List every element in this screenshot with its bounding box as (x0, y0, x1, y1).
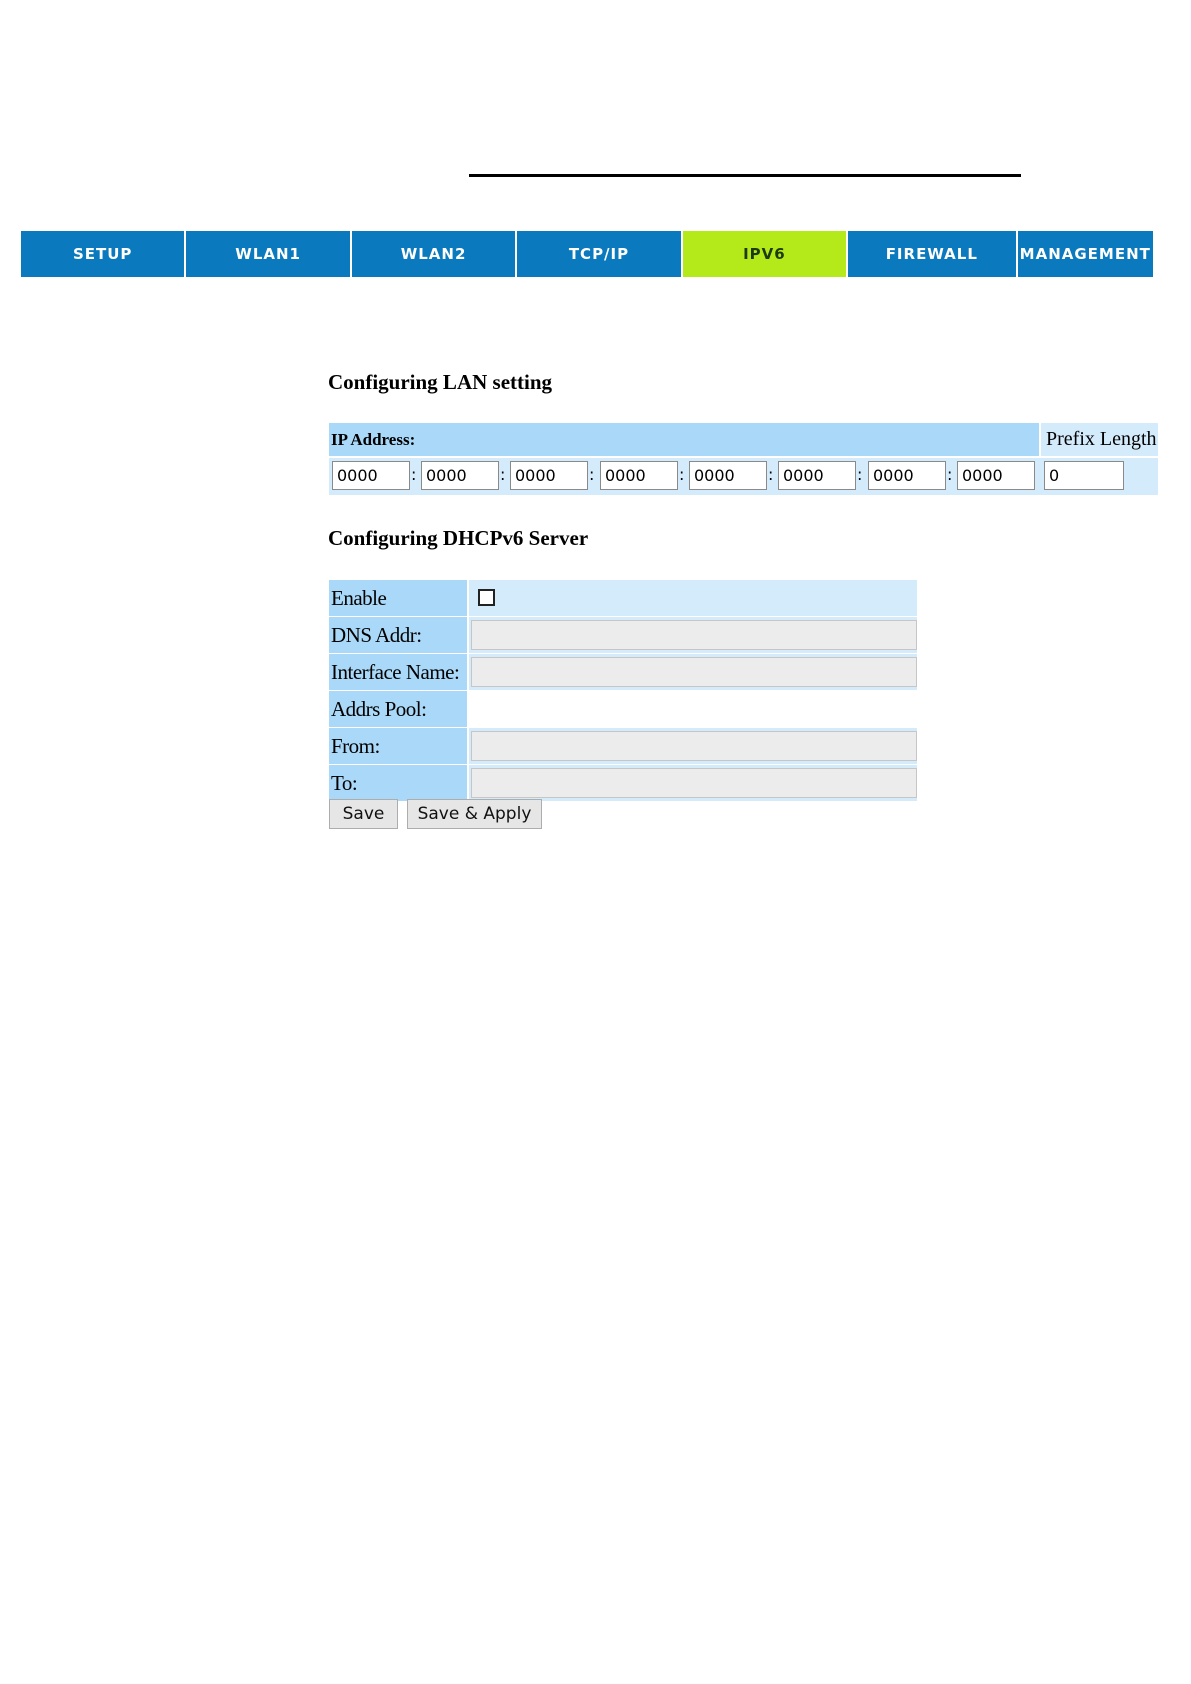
tab-wlan1[interactable]: WLAN1 (186, 231, 349, 277)
ip-address-label: IP Address: (331, 429, 416, 449)
to-row (329, 765, 917, 801)
to-label: To: (329, 765, 467, 801)
ip-segment-3[interactable] (510, 461, 588, 490)
ip-segment-6[interactable] (778, 461, 856, 490)
ip-separator: : (679, 465, 685, 484)
ip-address-table (329, 423, 1158, 495)
enable-cell (469, 580, 917, 616)
dns-addr-label: DNS Addr: (329, 617, 467, 653)
ip-header-row (329, 423, 1158, 456)
ip-segment-1[interactable] (332, 461, 410, 490)
pool-from-input[interactable] (471, 731, 917, 761)
ip-separator: : (768, 465, 774, 484)
ip-input-row (329, 456, 1158, 495)
interface-cell (469, 654, 917, 690)
ip-separator: : (947, 465, 953, 484)
ip-separator: : (500, 465, 506, 484)
from-row (329, 728, 917, 764)
from-cell (469, 728, 917, 764)
ip-segment-2[interactable] (421, 461, 499, 490)
tab-setup[interactable]: SETUP (21, 231, 184, 277)
enable-checkbox[interactable] (478, 589, 495, 606)
prefix-length-input[interactable] (1044, 461, 1124, 490)
tab-wlan2[interactable]: WLAN2 (352, 231, 515, 277)
pool-row (329, 691, 917, 727)
ip-segment-4[interactable] (600, 461, 678, 490)
tab-firewall[interactable]: FIREWALL (848, 231, 1015, 277)
tab-ipv6[interactable]: IPV6 (683, 231, 846, 277)
prefix-length-label: Prefix Length (1039, 423, 1158, 456)
from-label: From: (329, 728, 467, 764)
pool-cell (469, 691, 917, 727)
to-cell (469, 765, 917, 801)
ip-segment-7[interactable] (868, 461, 946, 490)
save-button[interactable]: Save (329, 799, 398, 829)
tab-tcpip[interactable]: TCP/IP (517, 231, 680, 277)
tab-management[interactable]: MANAGEMENT (1018, 231, 1154, 277)
dhcp-section-title: Configuring DHCPv6 Server (328, 526, 589, 550)
header-rule (469, 174, 1021, 177)
main-nav (21, 231, 1153, 277)
interface-row (329, 654, 917, 690)
enable-row (329, 580, 917, 616)
ip-separator: : (411, 465, 417, 484)
interface-name-label: Interface Name: (329, 654, 467, 690)
dns-addr-input[interactable] (471, 620, 917, 650)
save-apply-button[interactable]: Save & Apply (407, 799, 542, 829)
pool-to-input[interactable] (471, 768, 917, 798)
addrs-pool-label: Addrs Pool: (329, 691, 467, 727)
dns-row (329, 617, 917, 653)
dhcp-table (329, 580, 917, 802)
ip-segment-5[interactable] (689, 461, 767, 490)
interface-name-input[interactable] (471, 657, 917, 687)
enable-label: Enable (329, 580, 467, 616)
ip-segment-8[interactable] (957, 461, 1035, 490)
dns-cell (469, 617, 917, 653)
lan-section-title: Configuring LAN setting (328, 370, 553, 394)
ip-separator: : (857, 465, 863, 484)
ip-separator: : (589, 465, 595, 484)
